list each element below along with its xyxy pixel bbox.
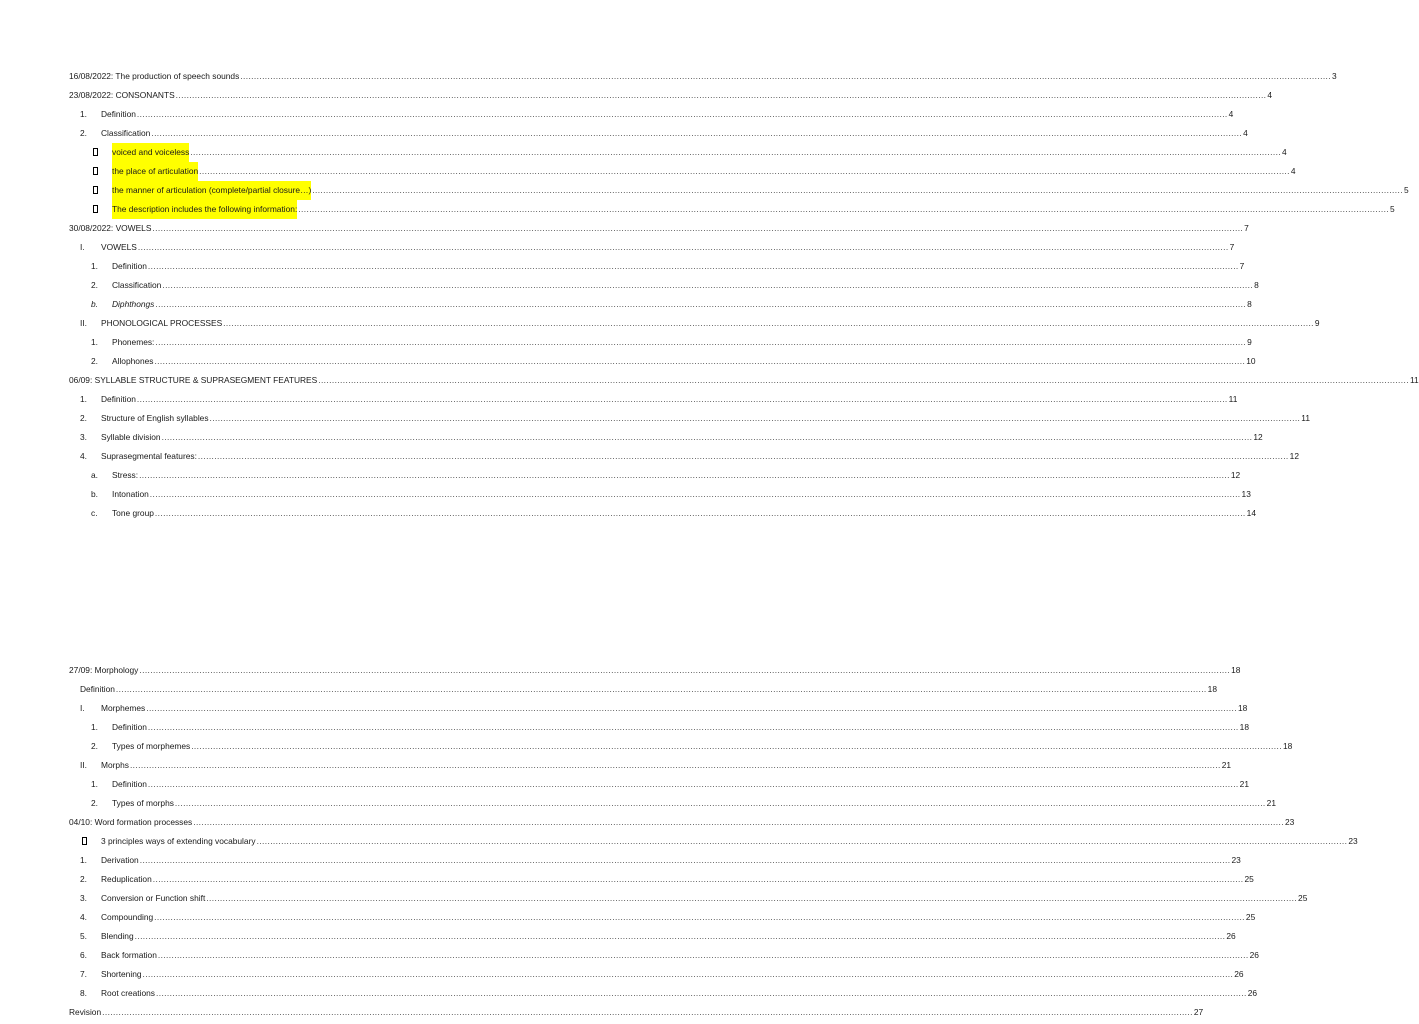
- toc-entry-title: Back formation: [101, 950, 157, 960]
- toc-section-1: [69, 67, 1419, 523]
- toc-page-number: 25: [1298, 893, 1308, 903]
- toc-entry-title: Definition: [80, 684, 115, 694]
- toc-entry-title: 23/08/2022: CONSONANTS: [69, 90, 175, 100]
- toc-entry-morphs[interactable]: [69, 756, 1232, 775]
- list-marker: I.: [80, 703, 85, 713]
- toc-entry-voiced-and-voiceless[interactable]: [69, 143, 1287, 162]
- toc-page-number: 5: [1390, 204, 1395, 214]
- toc-entry-conversion-or-function-shift[interactable]: [69, 889, 1308, 908]
- dot-leader: ................................................................................................................................................................................................................................................................................................................................................................................................................: [139, 855, 1231, 865]
- toc-entry-title: Diphthongs: [112, 299, 155, 309]
- toc-entry-structure-of-english-syllables[interactable]: [69, 409, 1310, 428]
- toc-entry-title: Morphemes: [101, 703, 146, 713]
- list-marker: 2.: [80, 128, 87, 138]
- toc-entry-06-09-syllable-structure-suprasegment-fe[interactable]: [69, 371, 1419, 390]
- toc-entry-blending[interactable]: [69, 927, 1236, 946]
- toc-entry-3-principles-ways-of-extending-vocabular[interactable]: [69, 832, 1358, 851]
- toc-page-number: 21: [1221, 760, 1232, 770]
- dot-leader: ................................................................................................................................................................................................................................................................................................................................................................................................................: [174, 798, 1266, 808]
- toc-entry-title: 06/09: SYLLABLE STRUCTURE & SUPRASEGMENT FEATURES: [69, 375, 318, 385]
- toc-page-number: 14: [1246, 508, 1256, 518]
- list-marker: 4.: [80, 451, 87, 461]
- toc-page-number: 26: [1234, 969, 1244, 979]
- toc-page-number: 23: [1284, 817, 1295, 827]
- checkbox-icon: [91, 162, 112, 181]
- toc-entry-title: 27/09: Morphology: [69, 665, 139, 675]
- dot-leader: ................................................................................................................................................................................................................................................................................................................................................................................................................: [146, 703, 1237, 713]
- toc-entry-title: Syllable division: [101, 432, 161, 442]
- dot-leader: ................................................................................................................................................................................................................................................................................................................................................................................................................: [152, 223, 1244, 233]
- toc-page-number: 8: [1254, 280, 1259, 290]
- toc-page-number: 26: [1247, 988, 1258, 998]
- dot-leader: ................................................................................................................................................................................................................................................................................................................................................................................................................: [134, 931, 1226, 941]
- list-marker: c.: [91, 508, 98, 518]
- toc-entry-title: Allophones: [112, 356, 154, 366]
- list-marker: a.: [91, 470, 98, 480]
- dot-leader: ................................................................................................................................................................................................................................................................................................................................................................................................................: [199, 166, 1290, 176]
- dot-leader: ................................................................................................................................................................................................................................................................................................................................................................................................................: [157, 950, 1249, 960]
- list-marker: 7.: [80, 969, 87, 979]
- toc-entry-title: Types of morphs: [112, 798, 174, 808]
- toc-entry-04-10-word-formation-processes[interactable]: [69, 813, 1295, 832]
- dot-leader: ................................................................................................................................................................................................................................................................................................................................................................................................................: [206, 893, 1298, 903]
- list-marker: II.: [80, 318, 87, 328]
- toc-page-number: 25: [1245, 912, 1256, 922]
- dot-leader: ................................................................................................................................................................................................................................................................................................................................................................................................................: [193, 817, 1284, 827]
- list-marker: 2.: [91, 741, 98, 751]
- toc-entry-classification[interactable]: [69, 124, 1248, 143]
- dot-leader: ................................................................................................................................................................................................................................................................................................................................................................................................................: [256, 836, 1348, 846]
- checkbox-icon: [80, 832, 101, 851]
- toc-entry-classification[interactable]: [69, 276, 1259, 295]
- toc-entry-title: Definition: [112, 779, 147, 789]
- toc-entry-the-manner-of-articulation-complete-part[interactable]: [69, 181, 1409, 200]
- toc-page-number: 7: [1229, 242, 1235, 252]
- toc-page-number: 4: [1267, 90, 1273, 100]
- toc-page-number: 11: [1228, 394, 1238, 404]
- toc-entry-title: Phonemes:: [112, 337, 155, 347]
- toc-entry-title: Types of morphemes: [112, 741, 191, 751]
- dot-leader: ................................................................................................................................................................................................................................................................................................................................................................................................................: [156, 988, 1247, 998]
- toc-page-number: 7: [1239, 261, 1245, 271]
- toc-entry-16-08-2022-the-production-of-speech-soun[interactable]: [69, 67, 1337, 86]
- dot-leader: ................................................................................................................................................................................................................................................................................................................................................................................................................: [147, 779, 1239, 789]
- list-marker: 5.: [80, 931, 87, 941]
- toc-page-number: 18: [1282, 741, 1293, 751]
- dot-leader: ................................................................................................................................................................................................................................................................................................................................................................................................................: [154, 508, 1246, 518]
- toc-entry-types-of-morphemes[interactable]: [69, 737, 1293, 756]
- toc-entry-title: Reduplication: [101, 874, 152, 884]
- toc-entry-title: 30/08/2022: VOWELS: [69, 223, 152, 233]
- list-marker: I.: [80, 242, 85, 252]
- dot-leader: ................................................................................................................................................................................................................................................................................................................................................................................................................: [190, 147, 1282, 157]
- toc-entry-27-09-morphology[interactable]: [69, 661, 1241, 680]
- toc-entry-title: PHONOLOGICAL PROCESSES: [101, 318, 223, 328]
- toc-entry-title: Stress:: [112, 470, 139, 480]
- list-marker: b.: [91, 489, 98, 499]
- toc-entry-shortening[interactable]: [69, 965, 1244, 984]
- dot-leader: ................................................................................................................................................................................................................................................................................................................................................................................................................: [115, 684, 1207, 694]
- dot-leader: ................................................................................................................................................................................................................................................................................................................................................................................................................: [240, 71, 1332, 81]
- toc-section-2: [69, 661, 1358, 1022]
- dot-leader: ................................................................................................................................................................................................................................................................................................................................................................................................................: [129, 760, 1221, 770]
- toc-entry-stress[interactable]: [69, 466, 1241, 485]
- dot-leader: ................................................................................................................................................................................................................................................................................................................................................................................................................: [155, 299, 1247, 309]
- toc-page-number: 11: [1301, 413, 1310, 423]
- toc-entry-title: The description includes the following information:: [112, 200, 297, 219]
- toc-page-number: 26: [1249, 950, 1259, 960]
- list-marker: 2.: [91, 356, 98, 366]
- toc-entry-back-formation[interactable]: [69, 946, 1259, 965]
- dot-leader: ................................................................................................................................................................................................................................................................................................................................................................................................................: [151, 128, 1243, 138]
- toc-entry-phonological-processes[interactable]: [69, 314, 1320, 333]
- dot-leader: ................................................................................................................................................................................................................................................................................................................................................................................................................: [191, 741, 1282, 751]
- toc-entry-title: Suprasegmental features:: [101, 451, 197, 461]
- dot-leader: ................................................................................................................................................................................................................................................................................................................................................................................................................: [223, 318, 1314, 328]
- list-marker: 8.: [80, 988, 87, 998]
- list-marker: 1.: [91, 337, 98, 347]
- checkbox-icon: [91, 200, 112, 219]
- toc-entry-30-08-2022-vowels[interactable]: [69, 219, 1249, 238]
- toc-entry-the-place-of-articulation[interactable]: [69, 162, 1296, 181]
- list-marker: 3.: [80, 893, 87, 903]
- dot-leader: ................................................................................................................................................................................................................................................................................................................................................................................................................: [152, 874, 1244, 884]
- dot-leader: ................................................................................................................................................................................................................................................................................................................................................................................................................: [197, 451, 1289, 461]
- toc-page-number: 27: [1193, 1007, 1204, 1017]
- toc-entry-title: Intonation: [112, 489, 149, 499]
- list-marker: 1.: [80, 394, 87, 404]
- list-marker: 2.: [80, 413, 87, 423]
- dot-leader: ................................................................................................................................................................................................................................................................................................................................................................................................................: [162, 280, 1254, 290]
- toc-entry-derivation[interactable]: [69, 851, 1241, 870]
- list-marker: 2.: [91, 798, 98, 808]
- list-marker: 1.: [80, 855, 87, 865]
- dot-leader: ................................................................................................................................................................................................................................................................................................................................................................................................................: [154, 356, 1246, 366]
- toc-entry-title: Definition: [112, 261, 147, 271]
- list-marker: 1.: [80, 109, 87, 119]
- toc-entry-definition[interactable]: [69, 390, 1238, 409]
- toc-entry-definition[interactable]: [69, 257, 1245, 276]
- toc-entry-title: VOWELS: [101, 242, 137, 252]
- toc-page-number: 12: [1230, 470, 1241, 480]
- toc-entry-title: Blending: [101, 931, 134, 941]
- toc-page-number: 9: [1314, 318, 1320, 328]
- toc-entry-suprasegmental-features[interactable]: [69, 447, 1299, 466]
- toc-page-number: 18: [1207, 684, 1217, 694]
- toc-entry-title: Compounding: [101, 912, 154, 922]
- dot-leader: ................................................................................................................................................................................................................................................................................................................................................................................................................: [136, 109, 1228, 119]
- dot-leader: ................................................................................................................................................................................................................................................................................................................................................................................................................: [161, 432, 1253, 442]
- toc-page-number: 18: [1231, 665, 1241, 675]
- toc-page-number: 3: [1332, 71, 1337, 81]
- toc-entry-title: Root creations: [101, 988, 155, 998]
- dot-leader: ................................................................................................................................................................................................................................................................................................................................................................................................................: [312, 185, 1403, 195]
- list-marker: b.: [91, 299, 98, 309]
- toc-entry-title: Conversion or Function shift: [101, 893, 206, 903]
- dot-leader: ................................................................................................................................................................................................................................................................................................................................................................................................................: [142, 969, 1234, 979]
- toc-entry-definition[interactable]: [69, 105, 1234, 124]
- dot-leader: ................................................................................................................................................................................................................................................................................................................................................................................................................: [102, 1007, 1193, 1017]
- toc-page-number: 23: [1231, 855, 1241, 865]
- checkbox-icon: [91, 181, 112, 200]
- toc-entry-title: Tone group: [112, 508, 154, 518]
- toc-entry-allophones[interactable]: [69, 352, 1256, 371]
- toc-page-number: 4: [1243, 128, 1248, 138]
- toc-page-number: 5: [1403, 185, 1409, 195]
- toc-entry-title: 04/10: Word formation processes: [69, 817, 193, 827]
- toc-entry-title: Classification: [112, 280, 162, 290]
- toc-page-number: 12: [1289, 451, 1299, 461]
- toc-entry-title: Classification: [101, 128, 151, 138]
- toc-entry-title: Revision: [69, 1007, 102, 1017]
- toc-entry-definition[interactable]: [69, 680, 1217, 699]
- toc-entry-title: 16/08/2022: The production of speech sounds: [69, 71, 240, 81]
- toc-entry-diphthongs[interactable]: [69, 295, 1252, 314]
- toc-entry-title: 3 principles ways of extending vocabulary: [101, 836, 256, 846]
- list-marker: II.: [80, 760, 87, 770]
- dot-leader: ................................................................................................................................................................................................................................................................................................................................................................................................................: [139, 470, 1230, 480]
- toc-entry-revision[interactable]: [69, 1003, 1204, 1022]
- dot-leader: ................................................................................................................................................................................................................................................................................................................................................................................................................: [209, 413, 1301, 423]
- dot-leader: ................................................................................................................................................................................................................................................................................................................................................................................................................: [298, 204, 1390, 214]
- toc-entry-intonation[interactable]: [69, 485, 1251, 504]
- toc-page-number: 8: [1247, 299, 1252, 309]
- list-marker: 4.: [80, 912, 87, 922]
- toc-page-number: 4: [1290, 166, 1296, 176]
- dot-leader: ................................................................................................................................................................................................................................................................................................................................................................................................................: [154, 912, 1245, 922]
- dot-leader: ................................................................................................................................................................................................................................................................................................................................................................................................................: [137, 242, 1229, 252]
- toc-entry-syllable-division[interactable]: [69, 428, 1263, 447]
- dot-leader: ................................................................................................................................................................................................................................................................................................................................................................................................................: [147, 261, 1239, 271]
- toc-entry-the-description-includes-the-following-i[interactable]: [69, 200, 1395, 219]
- toc-page-number: 9: [1247, 337, 1252, 347]
- list-marker: 6.: [80, 950, 87, 960]
- toc-page-number: 21: [1239, 779, 1249, 789]
- toc-entry-types-of-morphs[interactable]: [69, 794, 1276, 813]
- toc-page-number: 13: [1241, 489, 1251, 499]
- toc-page-number: 23: [1348, 836, 1358, 846]
- toc-page-number: 26: [1226, 931, 1236, 941]
- toc-entry-title: the manner of articulation (complete/partial closure…): [112, 181, 311, 200]
- list-marker: 1.: [91, 779, 98, 789]
- list-marker: 3.: [80, 432, 87, 442]
- toc-page-number: 21: [1266, 798, 1276, 808]
- checkbox-icon: [91, 143, 112, 162]
- toc-entry-title: voiced and voiceless: [112, 143, 189, 162]
- toc-page-number: 18: [1237, 703, 1248, 713]
- toc-page-number: 7: [1244, 223, 1249, 233]
- dot-leader: ................................................................................................................................................................................................................................................................................................................................................................................................................: [136, 394, 1228, 404]
- dot-leader: ................................................................................................................................................................................................................................................................................................................................................................................................................: [139, 665, 1231, 675]
- toc-entry-23-08-2022-consonants[interactable]: [69, 86, 1273, 105]
- list-marker: 2.: [80, 874, 87, 884]
- toc-entry-compounding[interactable]: [69, 908, 1256, 927]
- toc-entry-reduplication[interactable]: [69, 870, 1254, 889]
- toc-page-number: 10: [1246, 356, 1256, 366]
- list-marker: 1.: [91, 261, 98, 271]
- dot-leader: ................................................................................................................................................................................................................................................................................................................................................................................................................: [149, 489, 1241, 499]
- toc-entry-phonemes[interactable]: [69, 333, 1252, 352]
- toc-entry-title: the place of articulation: [112, 162, 198, 181]
- toc-entry-title: Derivation: [101, 855, 139, 865]
- toc-entry-vowels[interactable]: [69, 238, 1235, 257]
- toc-entry-title: Definition: [101, 109, 136, 119]
- dot-leader: ................................................................................................................................................................................................................................................................................................................................................................................................................: [175, 90, 1267, 100]
- toc-entry-definition[interactable]: [69, 718, 1249, 737]
- toc-page-number: 4: [1282, 147, 1287, 157]
- toc-entry-title: Definition: [101, 394, 136, 404]
- toc-entry-root-creations[interactable]: [69, 984, 1258, 1003]
- toc-page-number: 12: [1253, 432, 1263, 442]
- toc-entry-title: Definition: [112, 722, 147, 732]
- dot-leader: ................................................................................................................................................................................................................................................................................................................................................................................................................: [147, 722, 1239, 732]
- list-marker: 2.: [91, 280, 98, 290]
- toc-page-number: 4: [1228, 109, 1234, 119]
- toc-entry-definition[interactable]: [69, 775, 1249, 794]
- toc-entry-morphemes[interactable]: [69, 699, 1248, 718]
- dot-leader: ................................................................................................................................................................................................................................................................................................................................................................................................................: [155, 337, 1247, 347]
- toc-entry-title: Shortening: [101, 969, 142, 979]
- toc-entry-title: Morphs: [101, 760, 129, 770]
- list-marker: 1.: [91, 722, 98, 732]
- toc-page-number: 18: [1239, 722, 1249, 732]
- toc-page-number: 11: [1409, 375, 1419, 385]
- toc-page-number: 25: [1244, 874, 1254, 884]
- toc-entry-title: Structure of English syllables: [101, 413, 209, 423]
- toc-entry-tone-group[interactable]: [69, 504, 1256, 523]
- dot-leader: ................................................................................................................................................................................................................................................................................................................................................................................................................: [318, 375, 1409, 385]
